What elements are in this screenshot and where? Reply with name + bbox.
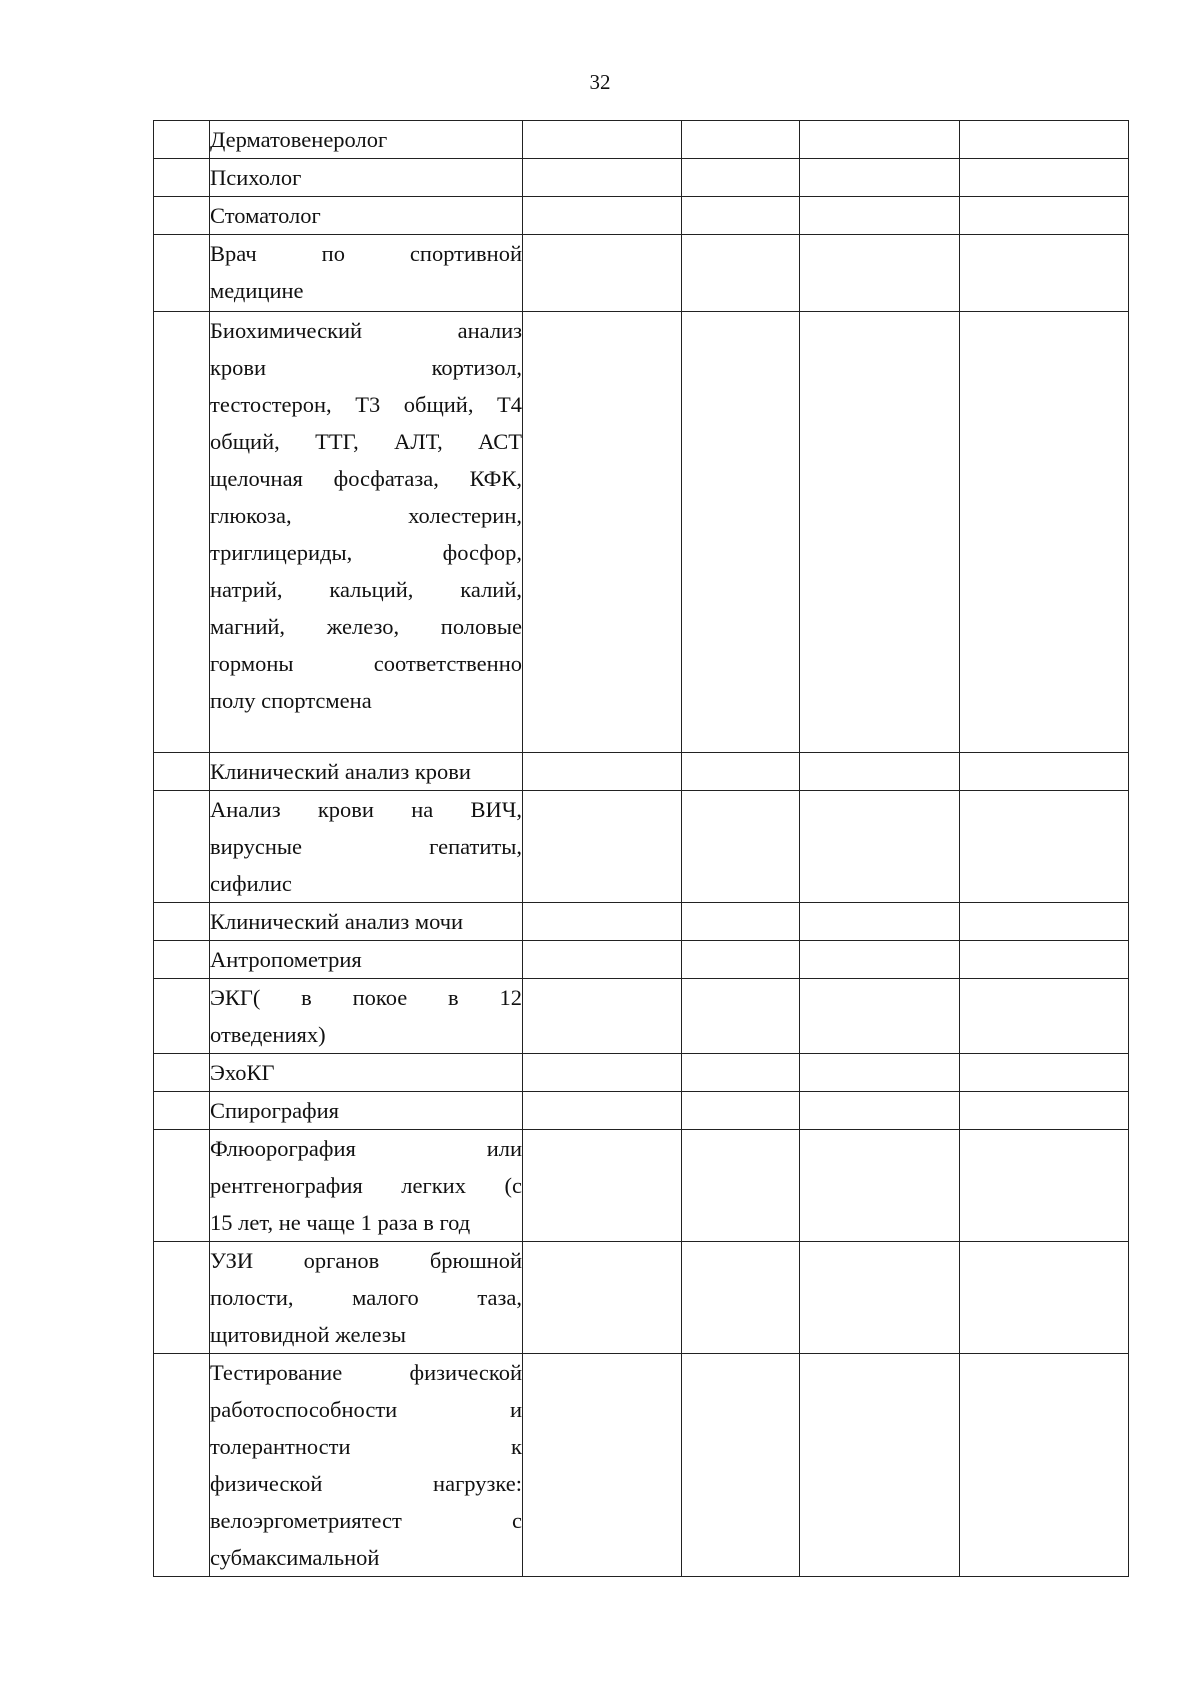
empty-value-cell [523, 159, 682, 197]
row-number-cell [154, 1092, 210, 1130]
empty-value-cell [523, 121, 682, 159]
examination-name-line: глюкоза, холестерин, [210, 503, 522, 528]
examination-name-line: 15 лет, не чаще 1 раза в год [210, 1210, 471, 1235]
empty-value-cell [800, 1354, 960, 1577]
empty-value-cell [800, 941, 960, 979]
empty-value-cell [523, 941, 682, 979]
examination-name-line: общий, ТТГ, АЛТ, АСТ [210, 429, 522, 454]
examination-name-cell [210, 903, 523, 941]
empty-value-cell [960, 197, 1129, 235]
empty-value-cell [682, 903, 800, 941]
examination-table [153, 120, 1129, 1577]
page-number: 32 [589, 70, 611, 94]
table-row [154, 197, 1129, 235]
examination-name-cell [210, 312, 523, 753]
row-number-cell [154, 1242, 210, 1354]
examination-name-line: Стоматолог [210, 203, 321, 228]
examination-name-line: Врач по спортивной [210, 241, 522, 266]
examination-name-cell [210, 159, 523, 197]
empty-value-cell [682, 753, 800, 791]
row-number-cell [154, 312, 210, 753]
examination-name-cell [210, 1130, 523, 1242]
examination-name-cell [210, 121, 523, 159]
examination-name-cell [210, 1092, 523, 1130]
table-row [154, 1130, 1129, 1242]
examination-name-line: Психолог [210, 165, 302, 190]
examination-name-line: рентгенография легких (с [210, 1173, 522, 1198]
empty-value-cell [682, 1354, 800, 1577]
empty-value-cell [523, 903, 682, 941]
examination-name-cell [210, 1054, 523, 1092]
empty-value-cell [960, 159, 1129, 197]
examination-name-cell [210, 1354, 523, 1577]
examination-name-line: щитовидной железы [210, 1322, 406, 1347]
examination-name-line: Тестирование физической [210, 1360, 522, 1385]
empty-value-cell [800, 235, 960, 312]
empty-value-cell [682, 791, 800, 903]
table-row [154, 235, 1129, 312]
empty-value-cell [523, 312, 682, 753]
examination-name-line: полу спортсмена [210, 688, 372, 713]
row-number-cell [154, 235, 210, 312]
examination-name-line: триглицериды, фосфор, [210, 540, 522, 565]
empty-value-cell [800, 791, 960, 903]
examination-name-cell [210, 197, 523, 235]
examination-name-line: щелочная фосфатаза, КФК, [210, 466, 522, 491]
table-row [154, 791, 1129, 903]
examination-name-line: велоэргометриятест с [210, 1508, 522, 1533]
empty-value-cell [960, 1354, 1129, 1577]
empty-value-cell [523, 235, 682, 312]
table-row [154, 979, 1129, 1054]
examination-name-line: ЭхоКГ [210, 1060, 275, 1085]
empty-value-cell [523, 791, 682, 903]
row-number-cell [154, 791, 210, 903]
examination-name-line: гормоны соответственно [210, 651, 522, 676]
examination-name-cell [210, 791, 523, 903]
examination-name-cell [210, 235, 523, 312]
row-number-cell [154, 1054, 210, 1092]
examination-name-line: Дерматовенеролог [210, 127, 388, 152]
empty-value-cell [682, 312, 800, 753]
table-row [154, 753, 1129, 791]
examination-name-line: отведениях) [210, 1022, 326, 1047]
empty-value-cell [682, 121, 800, 159]
examination-name-line: магний, железо, половые [210, 614, 522, 639]
empty-value-cell [523, 197, 682, 235]
table-row [154, 1054, 1129, 1092]
examination-name-line: ЭКГ( в покое в 12 [210, 985, 522, 1010]
row-number-cell [154, 197, 210, 235]
row-number-cell [154, 1354, 210, 1577]
examination-name-line: Антропометрия [210, 947, 362, 972]
empty-value-cell [960, 753, 1129, 791]
empty-value-cell [523, 1092, 682, 1130]
examination-name-line: УЗИ органов брюшной [210, 1248, 522, 1273]
examination-name-cell [210, 979, 523, 1054]
empty-value-cell [800, 1242, 960, 1354]
table-row [154, 121, 1129, 159]
examination-name-cell [210, 753, 523, 791]
table-body [154, 121, 1129, 1577]
examination-name-line: сифилис [210, 871, 292, 896]
empty-value-cell [682, 235, 800, 312]
empty-value-cell [800, 197, 960, 235]
empty-value-cell [523, 1054, 682, 1092]
empty-value-cell [682, 979, 800, 1054]
empty-value-cell [682, 1054, 800, 1092]
empty-value-cell [960, 1242, 1129, 1354]
empty-value-cell [960, 312, 1129, 753]
empty-value-cell [682, 1130, 800, 1242]
examination-name-line: Клинический анализ крови [210, 759, 471, 784]
empty-value-cell [523, 979, 682, 1054]
empty-value-cell [682, 1242, 800, 1354]
examination-name-line: медицине [210, 278, 304, 303]
examination-name-line: толерантности к [210, 1434, 522, 1459]
row-number-cell [154, 941, 210, 979]
examination-name-cell [210, 941, 523, 979]
examination-name-line: полости, малого таза, [210, 1285, 522, 1310]
empty-value-cell [682, 159, 800, 197]
examination-name-line: Флюорография или [210, 1136, 522, 1161]
empty-value-cell [523, 753, 682, 791]
table-row [154, 159, 1129, 197]
empty-value-cell [960, 979, 1129, 1054]
row-number-cell [154, 753, 210, 791]
empty-value-cell [960, 941, 1129, 979]
empty-value-cell [960, 903, 1129, 941]
table-row [154, 941, 1129, 979]
examination-name-line: субмаксимальной [210, 1545, 380, 1570]
row-number-cell [154, 121, 210, 159]
empty-value-cell [682, 197, 800, 235]
empty-value-cell [682, 1092, 800, 1130]
row-number-cell [154, 1130, 210, 1242]
empty-value-cell [960, 791, 1129, 903]
table-row [154, 1354, 1129, 1577]
empty-value-cell [800, 753, 960, 791]
table-row [154, 312, 1129, 753]
examination-name-cell [210, 1242, 523, 1354]
row-number-cell [154, 903, 210, 941]
empty-value-cell [800, 1092, 960, 1130]
row-number-cell [154, 159, 210, 197]
empty-value-cell [960, 1092, 1129, 1130]
empty-value-cell [800, 312, 960, 753]
examination-name-line: работоспособности и [210, 1397, 522, 1422]
empty-value-cell [523, 1130, 682, 1242]
table-row [154, 1092, 1129, 1130]
empty-value-cell [800, 121, 960, 159]
empty-value-cell [960, 1130, 1129, 1242]
empty-value-cell [800, 979, 960, 1054]
examination-name-line: Биохимический анализ [210, 318, 522, 343]
empty-value-cell [523, 1242, 682, 1354]
examination-name-line: физической нагрузке: [210, 1471, 522, 1496]
empty-value-cell [682, 941, 800, 979]
examination-name-line: натрий, кальций, калий, [210, 577, 522, 602]
examination-name-line: тестостерон, Т3 общий, Т4 [210, 392, 522, 417]
examination-name-line: вирусные гепатиты, [210, 834, 522, 859]
table-row [154, 903, 1129, 941]
empty-value-cell [960, 235, 1129, 312]
empty-value-cell [800, 1054, 960, 1092]
empty-value-cell [800, 1130, 960, 1242]
examination-name-line: крови кортизол, [210, 355, 522, 380]
empty-value-cell [523, 1354, 682, 1577]
empty-value-cell [960, 1054, 1129, 1092]
table-row [154, 1242, 1129, 1354]
examination-name-line: Анализ крови на ВИЧ, [210, 797, 522, 822]
empty-value-cell [800, 159, 960, 197]
empty-value-cell [800, 903, 960, 941]
row-number-cell [154, 979, 210, 1054]
examination-name-line: Клинический анализ мочи [210, 909, 464, 934]
examination-name-line: Спирография [210, 1098, 340, 1123]
empty-value-cell [960, 121, 1129, 159]
